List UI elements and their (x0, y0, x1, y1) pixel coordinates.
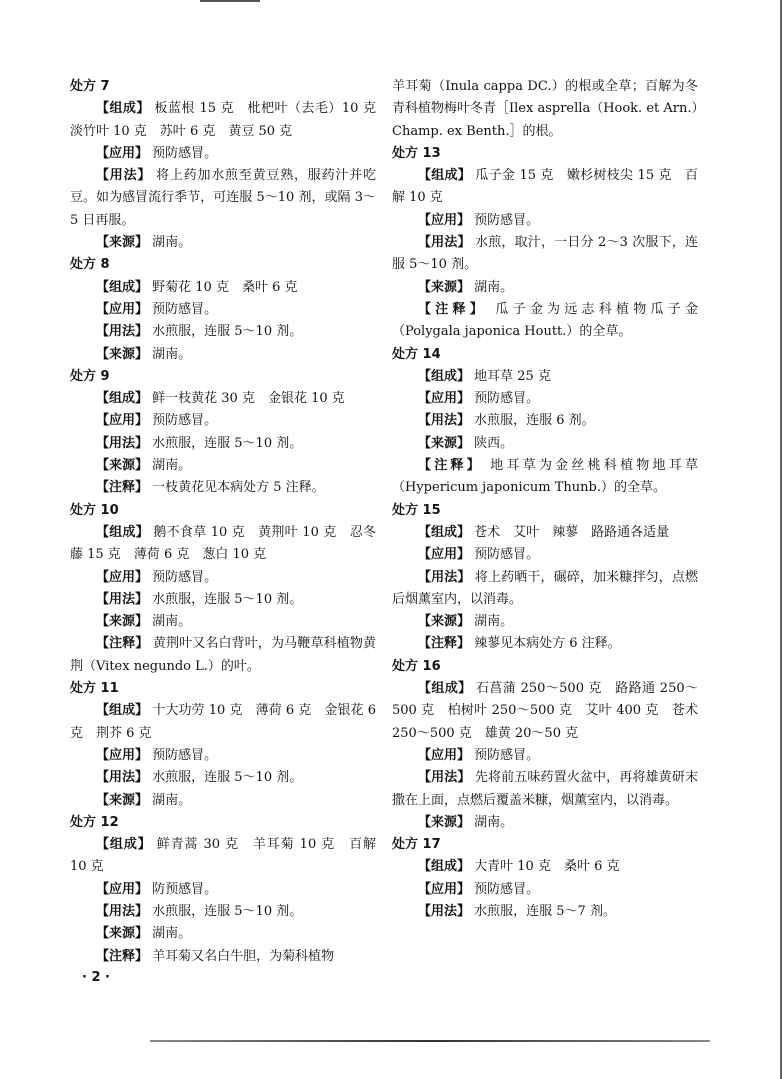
prescription-entry (392, 366, 698, 388)
prescription-entry (70, 611, 376, 633)
entry-text: 湖南。 (470, 814, 514, 830)
prescription-entry (392, 611, 698, 633)
entry-text: 湖南。 (470, 279, 514, 295)
entry-text: 湖南。 (148, 792, 192, 808)
entry-label: 【用法】 (96, 435, 149, 451)
prescription-entry (392, 277, 698, 299)
entry-label: 【应用】 (96, 413, 149, 429)
prescription-entry (70, 946, 376, 968)
entry-label: 【应用】 (96, 747, 149, 763)
prescription-entry (392, 901, 698, 923)
entry-text: 水煎服，连服 5～10 剂。 (148, 903, 303, 919)
entry-text: 水煎服，连服 5～10 剂。 (148, 770, 303, 786)
prescription-entry (392, 299, 698, 344)
prescription-entry (392, 388, 698, 410)
entry-text: 将上药晒干，碾碎，加米糠拌匀，点燃后烟薰室内，以消毒。 (392, 569, 698, 607)
entry-text: 预防感冒。 (148, 569, 218, 585)
entry-label: 【来源】 (96, 792, 149, 808)
prescription-entry (392, 165, 698, 210)
entry-label: 【应用】 (96, 569, 149, 585)
prescription-entry (392, 232, 698, 277)
entry-text: 将上药加水煎至黄豆熟，服药汁并吃豆。如为感冒流行季节，可连服 5～10 剂，或隔 3～5 日再服。 (70, 168, 376, 228)
prescription-entry (392, 410, 698, 432)
entry-label: 【注释】 (96, 636, 149, 652)
entry-text: 石菖蒲 250～500 克 路路通 250～500 克 柏树叶 250～500 克 艾叶 400 克 苍术 250～500 克 雄黄 20～50 克 (392, 681, 698, 741)
entry-label: 【组成】 (96, 391, 149, 407)
prescription-entry (70, 433, 376, 455)
entry-label: 【来源】 (96, 235, 149, 251)
bottom-rule (150, 1040, 710, 1042)
entry-label: 【来源】 (96, 458, 149, 474)
entry-label: 【来源】 (418, 614, 471, 630)
entry-text: 湖南。 (470, 614, 514, 630)
entry-text: 十大功劳 10 克 薄荷 6 克 金银花 6 克 荆芥 6 克 (70, 703, 376, 741)
prescription-entry (70, 477, 376, 499)
entry-label: 【用法】 (418, 569, 471, 585)
entry-label: 【来源】 (418, 279, 471, 295)
prescription-entry (70, 879, 376, 901)
entry-text: 湖南。 (148, 614, 192, 630)
entry-text: 鹅不食草 10 克 黄荆叶 10 克 忍冬藤 15 克 薄荷 6 克 葱白 10 克 (70, 524, 376, 563)
prescription-entry (392, 544, 698, 566)
entry-text: 板蓝根 15 克 枇杷叶（去毛）10 克 淡竹叶 10 克 苏叶 6 克 黄豆 50 克 (70, 101, 389, 139)
prescription-entry (70, 455, 376, 477)
entry-label: 【来源】 (418, 814, 471, 830)
entry-label: 【注释】 (96, 480, 149, 496)
entry-text: 水煎服，连服 5～10 剂。 (148, 324, 303, 340)
entry-label: 【组成】 (96, 524, 149, 540)
entry-text: 瓜子金 15 克 嫩杉树枝尖 15 克 百解 10 克 (392, 168, 698, 206)
entry-label: 【组成】 (418, 168, 471, 184)
prescription-entry (392, 455, 698, 500)
entry-label: 【组成】 (418, 524, 471, 540)
prescription-entry (392, 522, 698, 544)
entry-label: 【来源】 (96, 614, 149, 630)
entry-text: 预防感冒。 (148, 747, 218, 763)
prescription-entry (70, 923, 376, 945)
prescription-entry (70, 767, 376, 789)
prescription-entry (70, 165, 376, 232)
entry-label: 【用法】 (96, 324, 149, 340)
entry-text: 野菊花 10 克 桑叶 6 克 (148, 279, 298, 295)
entry-text: 湖南。 (148, 458, 192, 474)
entry-label: 【组成】 (96, 837, 152, 853)
entry-text: 水煎，取汁，一日分 2～3 次服下，连服 5～10 剂。 (392, 235, 698, 273)
entry-text: 大青叶 10 克 桑叶 6 克 (470, 859, 620, 875)
entry-label: 【应用】 (418, 881, 471, 897)
entry-label: 【用法】 (96, 770, 149, 786)
entry-text: 水煎服，连服 6 剂。 (470, 413, 595, 429)
entry-text: 预防感冒。 (470, 391, 540, 407)
entry-text: 预防感冒。 (148, 413, 218, 429)
entry-label: 【用法】 (96, 903, 149, 919)
prescription-title: 处方 8 (70, 257, 110, 273)
prescription-entry (392, 879, 698, 901)
entry-text: 湖南。 (148, 346, 192, 362)
prescription-entry (392, 633, 698, 655)
prescription-entry (392, 678, 698, 745)
prescription-title: 处方 17 (392, 837, 441, 853)
entry-label: 【注释】 (418, 458, 483, 474)
top-scan-mark (200, 0, 260, 2)
entry-label: 【用法】 (418, 770, 471, 786)
prescription-title: 处方 12 (70, 814, 119, 830)
prescription-title: 处方 14 (392, 346, 441, 362)
entry-label: 【应用】 (96, 301, 149, 317)
entry-text: 鲜一枝黄花 30 克 金银花 10 克 (148, 391, 345, 407)
prescription-title: 处方 7 (70, 79, 110, 94)
entry-label: 【用法】 (418, 413, 471, 429)
prescription-entry (70, 901, 376, 923)
entry-text: 预防感冒。 (470, 747, 540, 763)
prescription-title: 处方 15 (392, 502, 441, 518)
entry-label: 【应用】 (418, 547, 471, 563)
prescription-entry (70, 834, 376, 879)
prescription-entry (392, 567, 698, 612)
prescription-entry (392, 745, 698, 767)
page-number: · 2 · (82, 970, 110, 985)
prescription-entry (70, 321, 376, 343)
prescription-entry (392, 210, 698, 232)
entry-label: 【用法】 (418, 903, 471, 919)
prescription-entry (70, 277, 376, 299)
entry-text: 辣蓼见本病处方 6 注释。 (470, 636, 621, 652)
prescription-entry (70, 98, 389, 143)
prescription-entry (70, 633, 376, 678)
entry-text: 黄荆叶又名白背叶，为马鞭草科植物黄荆（Vitex negundo L.）的叶。 (70, 636, 376, 674)
right-column (392, 76, 698, 923)
entry-text: 羊耳菊又名白牛胆，为菊科植物 (148, 948, 335, 964)
entry-text: 先将前五味药置火盆中，再将雄黄研末撒在上面，点燃后覆盖米糠，烟薰室内，以消毒。 (392, 770, 698, 808)
prescription-entry (70, 700, 376, 745)
entry-text: 一枝黄花见本病处方 5 注释。 (148, 480, 325, 496)
entry-text: 预防感冒。 (148, 145, 218, 161)
entry-label: 【来源】 (96, 926, 149, 942)
entry-label: 【应用】 (96, 145, 149, 161)
entry-label: 【组成】 (418, 859, 471, 875)
entry-label: 【组成】 (96, 279, 149, 295)
prescription-entry (392, 767, 698, 812)
entry-text: 湖南。 (148, 926, 192, 942)
prescription-title: 处方 9 (70, 368, 110, 384)
entry-text: 水煎服，连服 5～10 剂。 (148, 435, 303, 451)
entry-label: 【组成】 (96, 101, 150, 117)
entry-text: 预防感冒。 (470, 881, 540, 897)
prescription-entry (392, 433, 698, 455)
prescription-entry (70, 589, 376, 611)
entry-label: 【应用】 (418, 212, 471, 228)
prescription-entry (70, 388, 376, 410)
entry-label: 【用法】 (418, 235, 471, 251)
entry-label: 【用法】 (96, 168, 152, 184)
prescription-title: 处方 13 (392, 145, 441, 161)
continued-paragraph: 羊耳菊（Inula cappa DC.）的根或全草；百解为冬青科植物梅叶冬青［Ilex asprella（Hook. et Arn.）Champ. ex Benth.］的根。 (392, 79, 698, 139)
entry-text: 湖南。 (148, 235, 192, 251)
entry-label: 【组成】 (96, 703, 149, 719)
entry-text: 预防感冒。 (470, 212, 540, 228)
prescription-entry (70, 299, 376, 321)
prescription-entry (70, 522, 376, 567)
entry-text: 瓜子金为远志科植物瓜子金（Polygala japonica Houtt.）的全草。 (392, 301, 698, 340)
entry-text: 陕西。 (470, 435, 514, 451)
entry-text: 地耳草 25 克 (470, 368, 551, 384)
entry-text: 预防感冒。 (470, 547, 540, 563)
prescription-title: 处方 10 (70, 502, 119, 518)
entry-label: 【组成】 (418, 681, 472, 697)
entry-text: 预防感冒。 (148, 301, 218, 317)
entry-label: 【注释】 (96, 948, 149, 964)
entry-text: 防预感冒。 (148, 881, 218, 897)
entry-label: 【用法】 (96, 591, 149, 607)
entry-text: 地耳草为金丝桃科植物地耳草（Hypericum japonicum Thunb.）的全草。 (392, 458, 698, 496)
prescription-entry (70, 567, 376, 589)
prescription-title: 处方 11 (70, 681, 119, 697)
prescription-entry (392, 812, 698, 834)
entry-label: 【来源】 (418, 435, 471, 451)
entry-label: 【应用】 (96, 881, 149, 897)
prescription-entry (70, 143, 376, 165)
entry-label: 【应用】 (418, 747, 471, 763)
entry-label: 【应用】 (418, 391, 471, 407)
prescription-entry (70, 745, 376, 767)
entry-label: 【组成】 (418, 368, 471, 384)
entry-text: 苍术 艾叶 辣蓼 路路通各适量 (470, 524, 670, 540)
left-column (70, 76, 389, 968)
entry-label: 【注释】 (418, 636, 471, 652)
entry-label: 【来源】 (96, 346, 149, 362)
prescription-entry (70, 344, 376, 366)
prescription-entry (70, 410, 376, 432)
entry-text: 鲜青蒿 30 克 羊耳菊 10 克 百解 10 克 (70, 837, 376, 875)
entry-label: 【注释】 (418, 301, 487, 317)
prescription-title: 处方 16 (392, 658, 441, 674)
prescription-entry (70, 232, 376, 254)
prescription-entry (392, 856, 698, 878)
entry-text: 水煎服，连服 5～7 剂。 (470, 903, 616, 919)
entry-text: 水煎服，连服 5～10 剂。 (148, 591, 303, 607)
prescription-entry (70, 790, 376, 812)
